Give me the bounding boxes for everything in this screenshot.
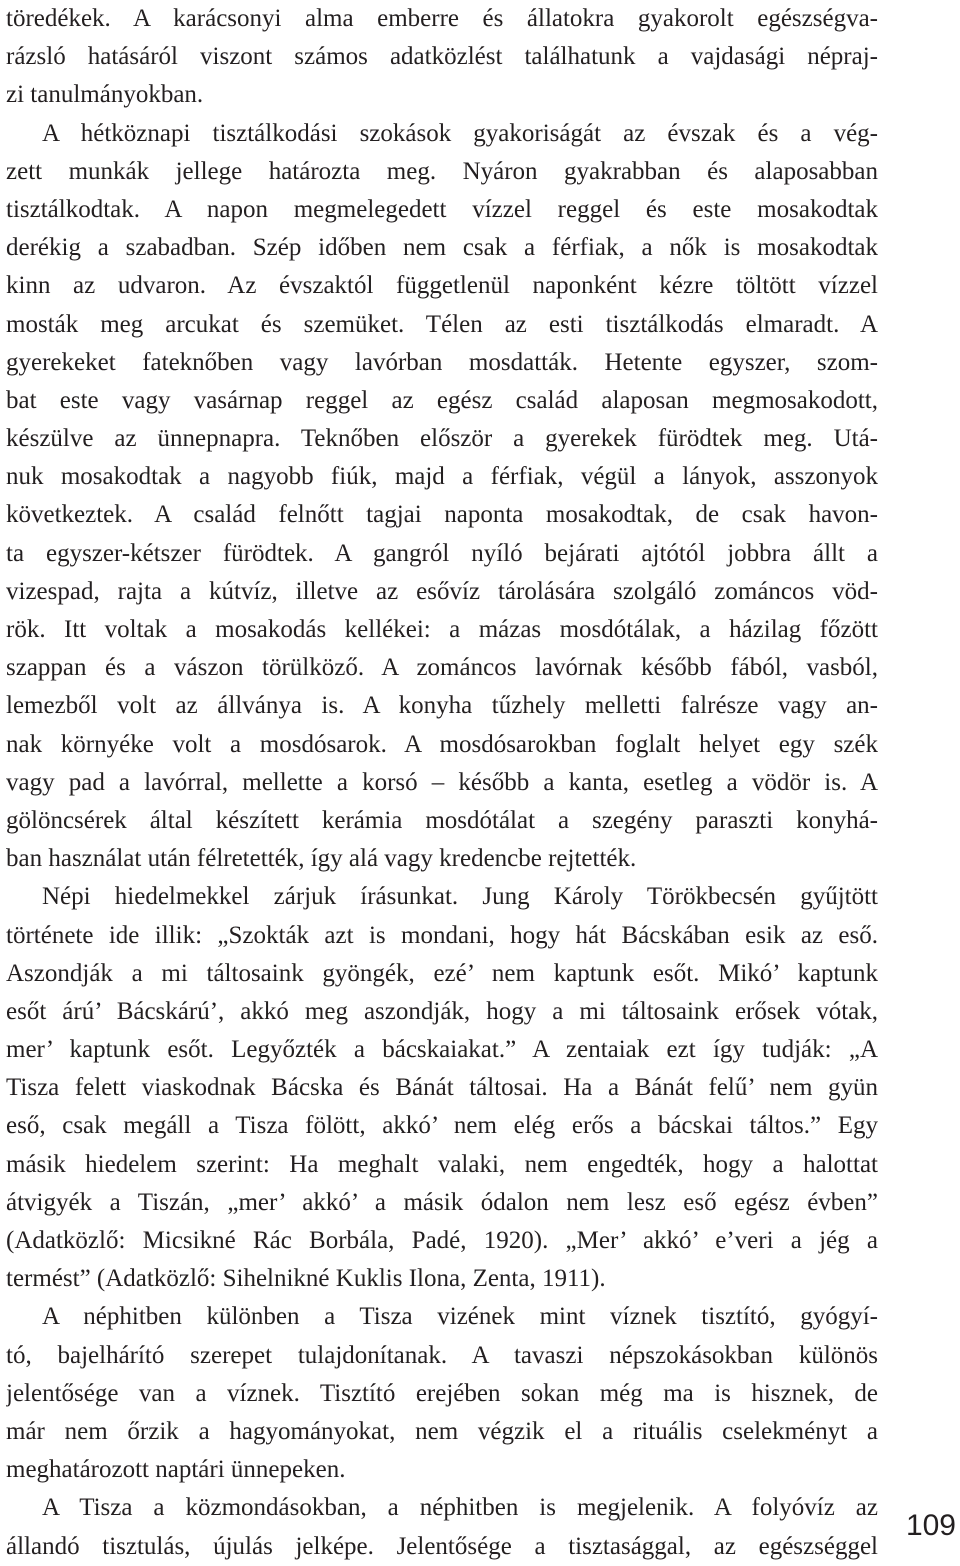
- body-text: [6, 0, 878, 1566]
- text-line: A hétköznapi tisztálkodási szokások gyakoriságát az évszak és a vég-: [42, 119, 878, 147]
- text-line: ban használat után félretették, így alá vagy kredencbe rejtették.: [6, 845, 637, 873]
- text-line: bat este vagy vasárnap reggel az egész család alaposan megmosakodott,: [6, 386, 878, 414]
- text-line: A néphitben különben a Tisza vizének mint víznek tisztító, gyógyí-: [42, 1303, 878, 1331]
- text-line: következtek. A család felnőtt tagjai naponta mosakodtak, de csak havon-: [6, 501, 878, 529]
- text-line: derékig a szabadban. Szép időben nem csak a férfiak, a nők is mosakodtak: [6, 234, 878, 262]
- text-line: vagy pad a lavórral, mellette a korsó – később a kanta, esetleg a vödör is. A: [6, 768, 878, 796]
- text-line: A Tisza a közmondásokban, a néphitben is megjelenik. A folyóvíz az: [42, 1494, 878, 1522]
- text-line: zi tanulmányokban.: [6, 81, 204, 109]
- text-line: mer’ kaptunk esőt. Legyőzték a bácskaiakat.” A zentaiak ezt így tudják: „A: [6, 1036, 878, 1064]
- text-line: másik hiedelem szerint: Ha meghalt valaki, nem engedték, hogy a halottat: [6, 1150, 878, 1178]
- text-line: állandó tisztulás, újulás jelképe. Jelentősége a tisztasággal, az egészséggel: [6, 1532, 878, 1560]
- page-number: 109: [905, 1509, 956, 1542]
- text-line: gyerekeket fateknőben vagy lavórban mosdatták. Hetente egyszer, szom-: [6, 348, 878, 376]
- text-line: története ide illik: „Szokták azt is mondani, hogy hát Bácskában esik az eső.: [6, 921, 878, 949]
- text-line: nuk mosakodtak a nagyobb fiúk, majd a férfiak, végül a lányok, asszonyok: [6, 463, 878, 491]
- text-line: rázsló hatásáról viszont számos adatközlést találhatunk a vajdasági népraj-: [6, 43, 878, 71]
- text-line: Aszondják a mi táltosaink gyöngék, ezé’ nem kaptunk esőt. Mikó’ kaptunk: [6, 959, 878, 987]
- text-line: kinn az udvaron. Az évszaktól függetlenül naponként kézre töltött vízzel: [6, 272, 878, 300]
- text-line: esőt árú’ Bácskárú’, akkó meg aszondják, hogy a mi táltosaink erősek vótak,: [6, 997, 878, 1025]
- text-line: Népi hiedelmekkel zárjuk írásunkat. Jung Károly Törökbecsén gyűjtött: [42, 883, 878, 911]
- text-line: eső, csak megáll a Tisza fölött, akkó’ nem elég erős a bácskai táltos.” Egy: [6, 1112, 878, 1140]
- text-line: rök. Itt voltak a mosakodás kellékei: a mázas mosdótálak, a házilag főzött: [6, 616, 878, 643]
- text-line: töredékek. A karácsonyi alma emberre és állatokra gyakorolt egészségva-: [6, 5, 878, 32]
- text-line: tisztálkodtak. A napon megmelegedett vízzel reggel és este mosakodtak: [6, 195, 878, 223]
- text-line: (Adatközlő: Micsikné Rác Borbála, Padé, 1920). „Mer’ akkó’ e’veri a jég a: [6, 1227, 878, 1254]
- text-line: már nem őrzik a hagyományokat, nem végzik el a rituális cselekményt a: [6, 1417, 878, 1445]
- text-line: lemezből volt az állványa is. A konyha tűzhely melletti falrésze vagy an-: [6, 692, 878, 720]
- text-line: átvigyék a Tiszán, „mer’ akkó’ a másik ódalon nem lesz eső egész évben”: [6, 1188, 878, 1216]
- text-line: tó, bajelhárító szerepet tulajdonítanak. A tavaszi népszokásokban különös: [6, 1341, 878, 1369]
- text-line: jelentősége van a víznek. Tisztító erejében sokan még ma is hisznek, de: [6, 1379, 878, 1407]
- text-line: ta egyszer-kétszer fürödtek. A gangról nyíló bejárati ajtótól jobbra állt a: [6, 539, 878, 567]
- text-line: nak környéke volt a mosdósarok. A mosdósarokban foglalt helyet egy szék: [6, 730, 878, 758]
- text-line: vizespad, rajta a kútvíz, illetve az esővíz tárolására szolgáló zománcos vöd-: [6, 577, 878, 605]
- text-line: mosták meg arcukat és szemüket. Télen az esti tisztálkodás elmaradt. A: [6, 310, 878, 338]
- text-line: szappan és a vászon törülköző. A zománcos lavórnak később fából, vasból,: [6, 654, 878, 682]
- text-line: termést” (Adatközlő: Sihelnikné Kuklis Ilona, Zenta, 1911).: [6, 1265, 606, 1293]
- text-line: meghatározott naptári ünnepeken.: [6, 1456, 346, 1484]
- text-line: Tisza felett viaskodnak Bácska és Bánát táltosai. Ha a Bánát felű’ nem gyün: [6, 1074, 878, 1102]
- text-line: gölöncsérek által készített kerámia mosdótálat a szegény paraszti konyhá-: [6, 806, 878, 834]
- text-line: készülve az ünnepnapra. Teknőben először a gyerekek fürödtek meg. Utá-: [6, 425, 878, 453]
- text-line: zett munkák jellege határozta meg. Nyáron gyakrabban és alaposabban: [6, 157, 878, 185]
